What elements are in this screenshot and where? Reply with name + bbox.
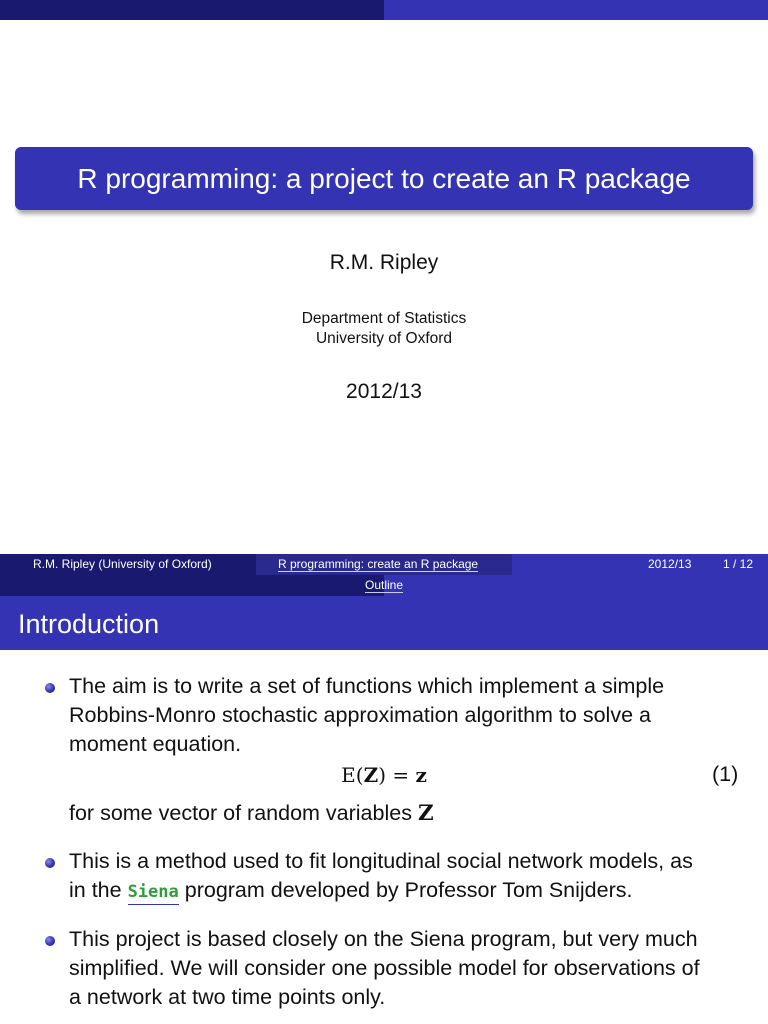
item2-line2-pre: in the (69, 878, 128, 902)
footline-title-segment[interactable] (256, 554, 512, 575)
item1-after-text: for some vector of random variables (69, 801, 418, 825)
header-bar-left (0, 0, 384, 20)
header-bar (0, 0, 768, 20)
bullet-icon (45, 936, 55, 946)
equation (0, 761, 768, 790)
item3-line2: simplified. We will consider one possible model for observations of (69, 956, 700, 980)
item2-line1: This is a method used to fit longitudinal social network models, as (69, 849, 693, 873)
equation-number: (1) (712, 762, 739, 786)
presentation-date: 2012/13 (346, 380, 422, 403)
navigation-bar (0, 575, 768, 596)
presentation-title-box (15, 147, 753, 210)
header-bar-right (384, 0, 768, 20)
institute-department: Department of Statistics (301, 310, 467, 327)
frame-title-bar (0, 596, 768, 650)
equation-rhs: ) = (378, 763, 416, 787)
footline-title-link[interactable]: R programming: create an R package (278, 557, 479, 571)
bullet-icon (45, 683, 55, 693)
footline-date-segment (512, 554, 768, 575)
item2-line2 (69, 876, 759, 907)
item1-line2: Robbins-Monro stochastic approximation algorithm to solve a (69, 703, 651, 727)
equation-lhs: E( (341, 763, 364, 787)
presentation-title: R programming: a project to create an R package (77, 162, 691, 194)
footline-author: R.M. Ripley (University of Oxford) (33, 557, 212, 571)
bullet-icon (45, 858, 55, 868)
equation-var-Z: Z (363, 763, 379, 787)
footline-page-number: 1 / 12 (723, 557, 754, 571)
footline-author-segment (0, 554, 256, 575)
outline-link[interactable]: Outline (364, 578, 404, 592)
footline-date: 2012/13 (648, 557, 692, 571)
item1-line3: moment equation. (69, 732, 242, 756)
item1-line1: The aim is to write a set of functions which implement a simple (69, 674, 665, 698)
author-name: R.M. Ripley (329, 251, 439, 274)
item3-line3: a network at two time points only. (69, 985, 386, 1009)
item1-after-equation (69, 799, 759, 828)
siena-link[interactable]: Siena (128, 882, 179, 905)
equation-var-z: z (415, 763, 427, 787)
institute-university: University of Oxford (315, 330, 453, 347)
item2-line2-post: program developed by Professor Tom Snijders. (178, 878, 633, 902)
frame-title: Introduction (18, 609, 160, 639)
item3-line1: This project is based closely on the Siena program, but very much (69, 927, 698, 951)
footline (0, 554, 768, 575)
random-variable-Z: Z (417, 801, 434, 826)
